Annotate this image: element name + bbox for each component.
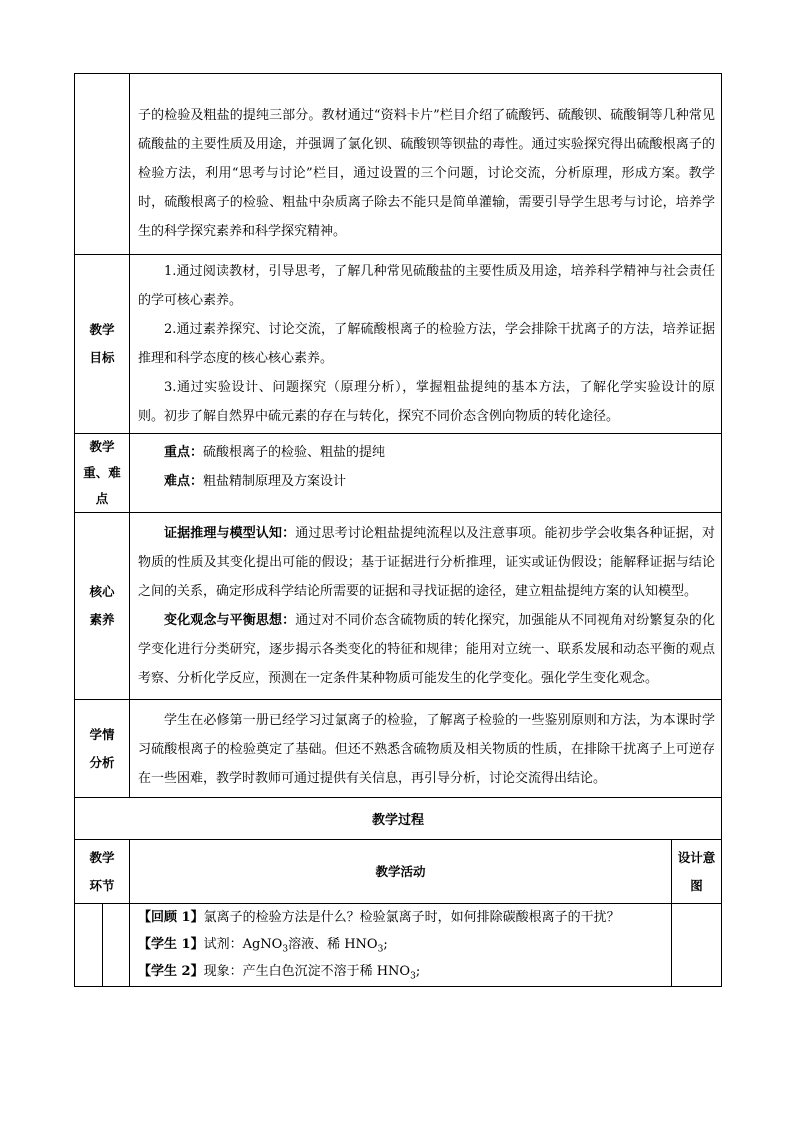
header-activity: 教学活动 [130,840,672,904]
objectives-cell [130,255,722,434]
keypoints-cell [130,434,722,513]
core-paragraph-change: 变化观念与平衡思想：通过对不同价态含硫物质的转化探究，加强能从不同视角对纷繁复杂的化学变化进行分类研究，逐步揭示各类变化的特征和规律；能用对立统一、联系发展和动态平衡的观点考察、分析化学反应，预测在一定条件某种物质可能发生的化学变化。强化学生变化观念。 [138,613,715,686]
core-paragraph-evidence: 证据推理与模型认知：通过思考讨论粗盐提纯流程以及注意事项。能初步学会收集各种证据，对物质的性质及其变化提出可能的假设；基于证据进行分析推理，证实或证伪假设；能解释证据与结论之间的关系，确定形成科学结论所需要的证据和寻找证据的途径，建立粗盐提纯方案的认知模型。 [138,526,715,599]
student-answer-1: 【学生 1】试剂：AgNO$_3$溶液、稀 $HNO_3$; [138,937,388,955]
objective-item: 3.通过实验设计、问题探究（原理分析），掌握粗盐提纯的基本方法，了解化学实验设计的原则。初步了解自然界中硫元素的存在与转化，探究不同价态含例向物质的转化途径。 [138,380,715,424]
intro-label-cell [75,74,130,255]
activity-cell [130,904,672,987]
header-intent: 设计意 图 [672,840,722,904]
core-row [75,513,722,700]
lesson-plan-sheet [74,73,721,987]
header-stage: 教学 环节 [75,840,130,904]
objectives-label: 教学 目标 [75,255,130,434]
process-title: 教学过程 [75,798,722,840]
stage-divider [102,904,103,986]
objectives-row [75,255,722,434]
analysis-cell [130,700,722,798]
intro-cell [130,74,722,255]
keypoints-label: 教学 重、难 点 [75,434,130,513]
key-point: 重点：硫酸根离子的检验、粗盐的提纯 [164,445,386,460]
process-header-row [75,840,722,904]
stage-cell [75,904,130,987]
analysis-row [75,700,722,798]
analysis-label: 学情 分析 [75,700,130,798]
keypoints-row [75,434,722,513]
process-title-row [75,798,722,840]
core-cell [130,513,722,700]
intro-row [75,74,722,255]
process-row [75,904,722,987]
review-question: 【回顾 1】氯离子的检验方法是什么？检验氯离子时，如何排除碳酸根离子的干扰？ [138,910,620,925]
analysis-text: 学生在必修第一册已经学习过氯离子的检验，了解离子检验的一些鉴别原则和方法，为本课时学习硫酸根离子的检验奠定了基础。但还不熟悉含硫物质及相关物质的性质，在排除干扰离子上可逆存在一些困难，教学时教师可通过提供有关信息，再引导分析，讨论交流得出结论。 [138,713,715,786]
student-answer-2: 【学生 2】现象：产生白色沉淀不溶于稀 $HNO_3$; [138,964,421,982]
core-label: 核心 素养 [75,513,130,700]
objective-item: 1.通过阅读教材，引导思考，了解几种常见硫酸盐的主要性质及用途，培养科学精神与社会责任的学可核心素养。 [138,264,715,308]
difficult-point: 难点：粗盐精制原理及方案设计 [164,474,347,489]
lesson-plan-table [74,73,722,987]
intent-cell [672,904,722,987]
objective-item: 2.通过素养探究、讨论交流，了解硫酸根离子的检验方法，学会排除干扰离子的方法，培养证据推理和科学态度的核心核心素养。 [138,322,715,366]
intro-text: 子的检验及粗盐的提纯三部分。教材通过“资料卡片”栏目介绍了硫酸钙、硫酸钡、硫酸铜等几种常见硫酸盐的主要性质及用途，并强调了氯化钡、硫酸钡等钡盐的毒性。通过实验探究得出硫酸根离子的检验方法，利用“思考与讨论”栏目，通过设置的三个问题，讨论交流，分析原理，形成方案。教学时，硫酸根离子的检验、粗盐中杂质离子除去不能只是简单灌输，需要引导学生思考与讨论，培养学生的科学探究素养和科学探究精神。 [138,107,715,239]
